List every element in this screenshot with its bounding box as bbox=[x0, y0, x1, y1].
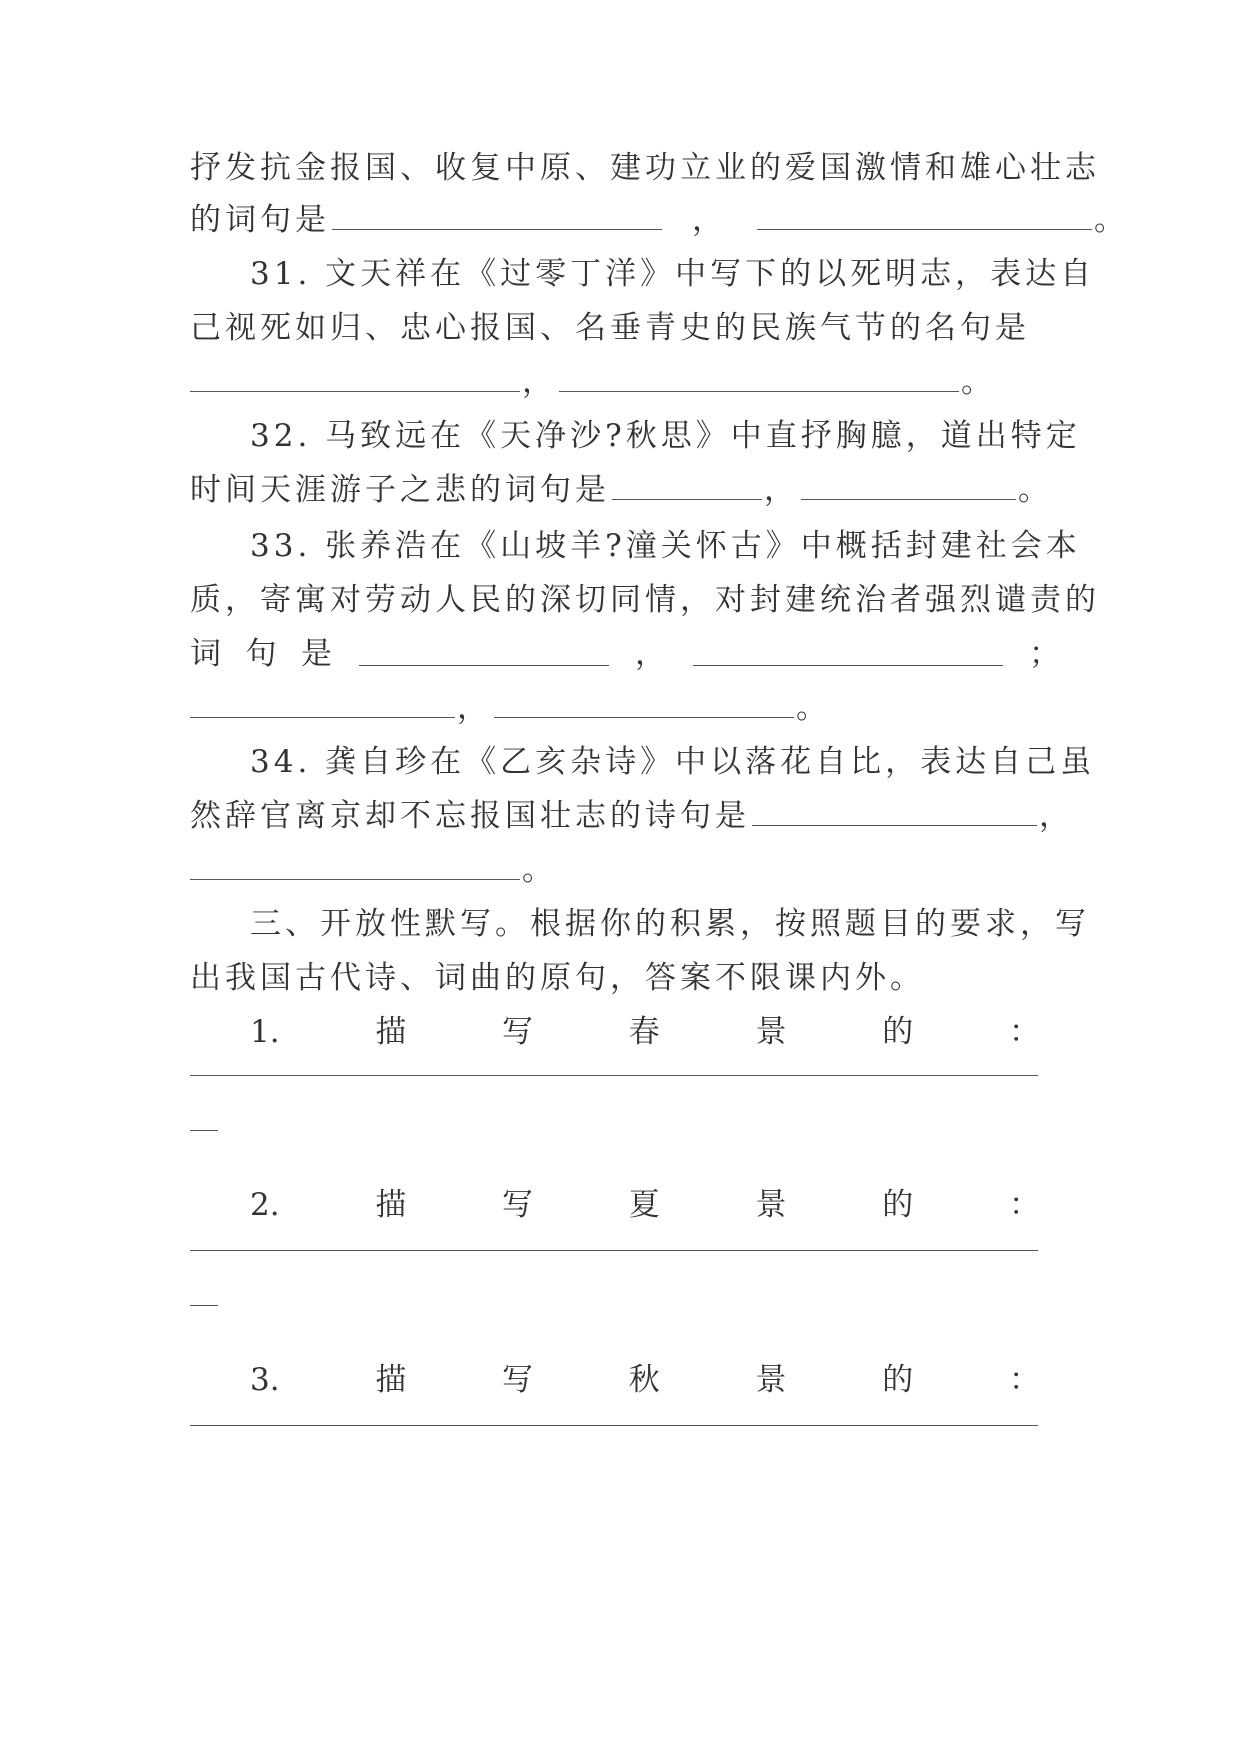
comma: ， bbox=[764, 472, 799, 508]
q31-answer-line bbox=[190, 362, 1060, 402]
item-word: 的 bbox=[882, 1014, 914, 1050]
q34-answer-line bbox=[190, 850, 1060, 890]
comma: ， bbox=[1039, 798, 1074, 834]
q34-line-2 bbox=[190, 796, 1074, 836]
period: 。 bbox=[1018, 472, 1053, 508]
item-word: 写 bbox=[502, 1362, 534, 1398]
item-colon: ： bbox=[1008, 1014, 1040, 1050]
answer-rule[interactable] bbox=[190, 1425, 1038, 1426]
answer-blank[interactable] bbox=[190, 390, 520, 392]
q34-line-1: 34. 龚自珍在《乙亥杂诗》中以落花自比，表达自己虽 bbox=[250, 744, 1096, 780]
q33-answer-line bbox=[190, 688, 1060, 728]
item-word: 秋 bbox=[628, 1362, 660, 1398]
item-word: 写 bbox=[502, 1014, 534, 1050]
item-colon: ： bbox=[1008, 1187, 1040, 1223]
item-word: 的 bbox=[882, 1187, 914, 1223]
item-word: 春 bbox=[628, 1014, 660, 1050]
answer-rule-tail[interactable] bbox=[190, 1130, 218, 1131]
q33-line-3 bbox=[190, 634, 1060, 674]
period: 。 bbox=[522, 852, 557, 888]
q33-line-1: 33. 张养浩在《山坡羊?潼关怀古》中概括封建社会本 bbox=[250, 528, 1081, 564]
answer-blank[interactable] bbox=[359, 664, 609, 666]
period: 。 bbox=[961, 364, 996, 400]
q32-line-2-prefix: 时间天涯游子之悲的词句是 bbox=[190, 472, 610, 508]
item-word: 的 bbox=[882, 1362, 914, 1398]
item-word: 描 bbox=[375, 1014, 407, 1050]
item-word: 描 bbox=[375, 1187, 407, 1223]
item-number: 2. bbox=[250, 1187, 280, 1223]
comma: ， bbox=[522, 364, 557, 400]
answer-rule[interactable] bbox=[190, 1075, 1038, 1076]
period: 。 bbox=[1094, 202, 1129, 238]
q33-line-2: 质，寄寓对劳动人民的深切同情，对封建统治者强烈谴责的 bbox=[190, 582, 1100, 618]
q32-line-2 bbox=[190, 470, 1060, 510]
item-word: 描 bbox=[375, 1362, 407, 1398]
comma: ， bbox=[457, 690, 492, 726]
item-word: 写 bbox=[502, 1187, 534, 1223]
answer-blank[interactable] bbox=[190, 878, 520, 880]
item-word: 景 bbox=[755, 1187, 787, 1223]
q34-line-2-prefix: 然辞官离京却不忘报国壮志的诗句是 bbox=[190, 798, 750, 834]
comma: ， bbox=[635, 636, 666, 672]
item-number: 1. bbox=[250, 1014, 280, 1050]
answer-blank[interactable] bbox=[757, 228, 1092, 230]
comma: ， bbox=[692, 202, 727, 238]
item-word: 夏 bbox=[628, 1187, 660, 1223]
open-item-3 bbox=[250, 1360, 1040, 1400]
item-number: 3. bbox=[250, 1362, 280, 1398]
answer-blank[interactable] bbox=[559, 390, 959, 392]
period: 。 bbox=[796, 690, 831, 726]
answer-blank[interactable] bbox=[693, 664, 1003, 666]
q31-line-1: 31. 文天祥在《过零丁洋》中写下的以死明志，表达自 bbox=[250, 256, 1096, 292]
open-item-1 bbox=[250, 1012, 1040, 1052]
section3-line-2: 出我国古代诗、词曲的原句，答案不限课内外。 bbox=[190, 960, 925, 996]
intro-line-2 bbox=[190, 200, 1129, 240]
item-word: 景 bbox=[755, 1362, 787, 1398]
item-colon: ： bbox=[1008, 1362, 1040, 1398]
intro-line-2-prefix: 的词句是 bbox=[190, 202, 330, 238]
intro-line-1: 抒发抗金报国、收复中原、建功立业的爱国激情和雄心壮志 bbox=[190, 150, 1100, 186]
q32-line-1: 32. 马致远在《天净沙?秋思》中直抒胸臆，道出特定 bbox=[250, 418, 1081, 454]
answer-blank[interactable] bbox=[801, 498, 1016, 500]
semicolon: ； bbox=[1029, 636, 1060, 672]
answer-rule[interactable] bbox=[190, 1250, 1038, 1251]
q33-word: 句 bbox=[245, 636, 277, 672]
answer-blank[interactable] bbox=[494, 716, 794, 718]
answer-blank[interactable] bbox=[752, 824, 1037, 826]
q33-word: 是 bbox=[301, 636, 332, 672]
answer-blank[interactable] bbox=[332, 228, 662, 230]
item-word: 景 bbox=[755, 1014, 787, 1050]
answer-blank[interactable] bbox=[612, 498, 762, 500]
q33-word: 词 bbox=[190, 636, 221, 672]
answer-rule-tail[interactable] bbox=[190, 1305, 218, 1306]
open-item-2 bbox=[250, 1185, 1040, 1225]
q31-line-2: 己视死如归、忠心报国、名垂青史的民族气节的名句是 bbox=[190, 310, 1030, 346]
section3-line-1: 三、开放性默写。根据你的积累，按照题目的要求，写 bbox=[250, 906, 1090, 942]
answer-blank[interactable] bbox=[190, 716, 455, 718]
